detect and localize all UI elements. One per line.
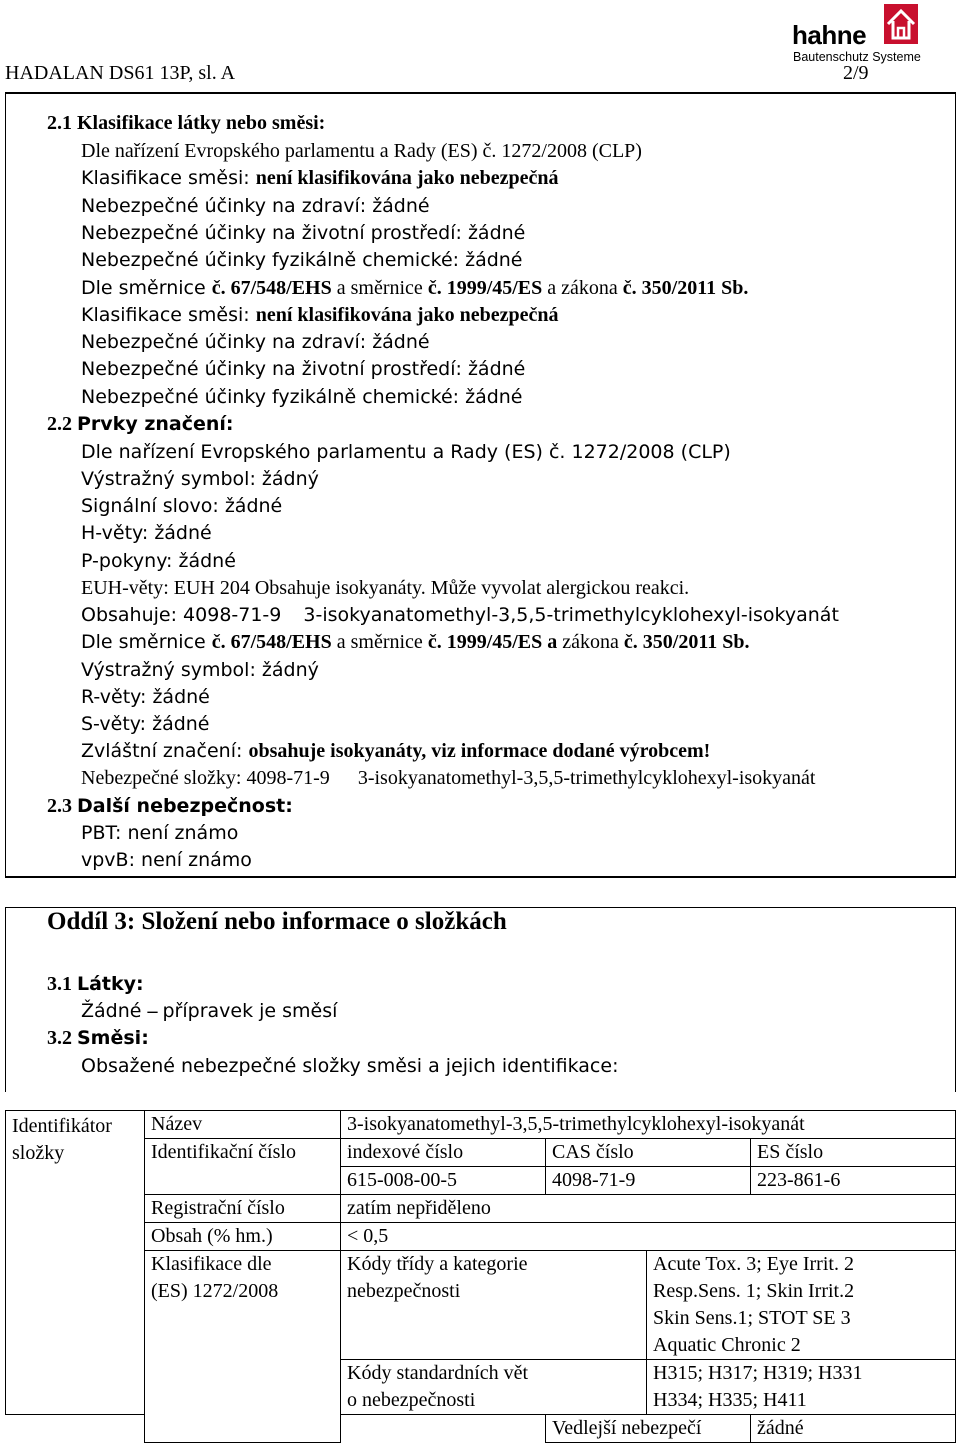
identifier-label-cell [6, 1111, 145, 1415]
hazcode-value-3: Skin Sens.1; STOT SE 3 [653, 1307, 851, 1329]
heading-2-2: 2.2 Prvky značení: [47, 413, 234, 435]
logo-subtitle: Bautenschutz Systeme [793, 50, 921, 64]
identifier-label-1: Identifikátor [12, 1115, 112, 1137]
name-label: Název [145, 1111, 341, 1139]
heading-2-3: 2.3 Další nebezpečnost: [47, 795, 293, 817]
table-row [6, 1111, 956, 1139]
hazcode-value-1: Acute Tox. 3; Eye Irrit. 2 [653, 1253, 854, 1275]
table-row [6, 1223, 956, 1251]
warning-symbol: Výstražný symbol: žádný [81, 468, 319, 490]
class-label-1: Klasifikace dle [151, 1253, 272, 1275]
env-effects-2: Nebezpečné účinky na životní prostředí: žádné [81, 358, 526, 380]
health-effects: Nebezpečné účinky na zdraví: žádné [81, 195, 430, 217]
page-number: 2/9 [843, 62, 869, 84]
empty-cell [6, 1415, 145, 1443]
content-value: < 0,5 [341, 1223, 956, 1251]
reg-value: zatím nepřiděleno [341, 1195, 956, 1223]
mixtures-text: Obsažené nebezpečné složky směsi a jejich identifikace: [81, 1055, 619, 1077]
mixture-classification-2: Klasifikace směsi: není klasifikována jako nebezpečná [81, 304, 559, 326]
composition-table [5, 1110, 956, 1443]
identifier-label-2: složky [12, 1142, 65, 1164]
clp-regulation-2: Dle nařízení Evropského parlamentu a Rady (ES) č. 1272/2008 (CLP) [81, 441, 731, 463]
name-value: 3-isokyanatomethyl-3,5,5-trimethylcyklohexyl-isokyanát [341, 1111, 956, 1139]
section-3-right-border [955, 907, 956, 1092]
heading-3-1: 3.1 Látky: [47, 973, 144, 995]
vpvb-info: vpvB: není známo [81, 849, 252, 871]
table-row [6, 1139, 956, 1167]
directive-line-2: Dle směrnice č. 67/548/EHS a směrnice č. 1999/45/ES a zákona č. 350/2011 Sb. [81, 631, 750, 653]
hazcode-label-1: Kódy třídy a kategorie [347, 1253, 528, 1275]
contains-line: Obsahuje: 4098-71-9 3-isokyanatomethyl-3,5,5-trimethylcyklohexyl-isokyanát [81, 604, 839, 626]
warning-symbol-2: Výstražný symbol: žádný [81, 659, 319, 681]
heading-3-2: 3.2 Směsi: [47, 1027, 149, 1049]
health-effects-2: Nebezpečné účinky na zdraví: žádné [81, 331, 430, 353]
pbt-info: PBT: není známo [81, 822, 239, 844]
es-label: ES číslo [751, 1139, 956, 1167]
section-3-left-border [5, 907, 6, 1092]
empty-cell [341, 1415, 546, 1443]
class-label-2: (ES) 1272/2008 [151, 1280, 279, 1302]
hstmt-label-1: Kódy standardních vět [347, 1362, 529, 1384]
euh-statements: EUH-věty: EUH 204 Obsahuje isokyanáty. Může vyvolat alergickou reakci. [81, 577, 690, 599]
cas-label: CAS číslo [546, 1139, 751, 1167]
logo-name: hahne [792, 20, 867, 50]
hstmt-value [647, 1360, 956, 1415]
hazcode-value [647, 1251, 956, 1360]
class-label [145, 1251, 341, 1443]
directive-line: Dle směrnice č. 67/548/EHS a směrnice č. 1999/45/ES a zákona č. 350/2011 Sb. [81, 277, 749, 299]
hstmt-label-2: o nebezpečnosti [347, 1389, 476, 1411]
content-label: Obsah (% hm.) [145, 1223, 341, 1251]
index-label: indexové číslo [341, 1139, 546, 1167]
hazcode-label [341, 1251, 647, 1360]
phys-effects-2: Nebezpečné účinky fyzikálně chemické: žádné [81, 386, 523, 408]
reg-label: Registrační číslo [145, 1195, 341, 1223]
hazcode-label-2: nebezpečnosti [347, 1280, 461, 1302]
index-value: 615-008-00-5 [341, 1167, 546, 1195]
cas-value: 4098-71-9 [546, 1167, 751, 1195]
special-labelling: Zvláštní značení: obsahuje isokyanáty, viz informace dodané výrobcem! [81, 740, 711, 762]
phys-effects: Nebezpečné účinky fyzikálně chemické: žádné [81, 249, 523, 271]
hazcode-value-4: Aquatic Chronic 2 [653, 1334, 801, 1356]
r-phrases: R-věty: žádné [81, 686, 210, 708]
idnum-label: Identifikační číslo [145, 1139, 341, 1195]
hstmt-label [341, 1360, 647, 1415]
clp-regulation: Dle nařízení Evropského parlamentu a Rady (ES) č. 1272/2008 (CLP) [81, 140, 642, 162]
side-label: Vedlejší nebezpečí [546, 1415, 751, 1443]
hstmt-value-1: H315; H317; H319; H331 [653, 1362, 863, 1384]
p-statements: P-pokyny: žádné [81, 550, 236, 572]
es-value: 223-861-6 [751, 1167, 956, 1195]
hstmt-value-2: H334; H335; H411 [653, 1389, 807, 1411]
house-logo-icon [884, 4, 918, 44]
mixture-classification: Klasifikace směsi: není klasifikována jako nebezpečná [81, 167, 559, 189]
s-phrases: S-věty: žádné [81, 713, 210, 735]
substances-text: Žádné – přípravek je směsí [81, 1000, 338, 1022]
heading-2-1: 2.1 Klasifikace látky nebo směsi: [47, 112, 326, 134]
table-row [6, 1195, 956, 1223]
table-row [6, 1251, 956, 1360]
h-statements: H-věty: žádné [81, 522, 212, 544]
env-effects: Nebezpečné účinky na životní prostředí: žádné [81, 222, 526, 244]
side-value: žádné [751, 1415, 956, 1443]
company-logo [792, 6, 922, 64]
document-title: HADALAN DS61 13P, sl. A [5, 62, 236, 84]
hazardous-components: Nebezpečné složky: 4098-71-9 3-isokyanatomethyl-3,5,5-trimethylcyklohexyl-isokyanát [81, 767, 816, 789]
signal-word: Signální slovo: žádné [81, 495, 283, 517]
hazcode-value-2: Resp.Sens. 1; Skin Irrit.2 [653, 1280, 855, 1302]
section-3-title: Oddíl 3: Složení nebo informace o složkách [47, 908, 507, 935]
